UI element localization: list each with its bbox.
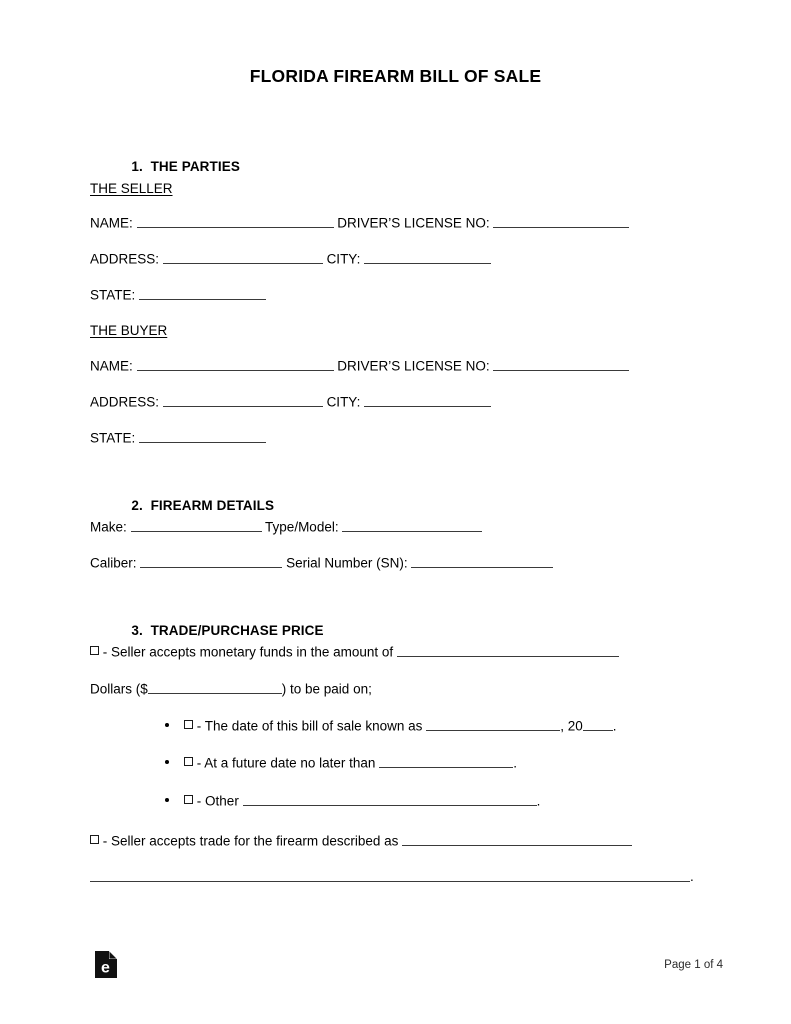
section-title-2: FIREARM DETAILS [150, 498, 275, 513]
firearm-caliber-row [90, 555, 695, 570]
buyer-subheading-row [90, 322, 695, 340]
seller-address-blank[interactable] [163, 251, 323, 264]
make-label: Make: [90, 519, 127, 535]
section-number-2: 2. [131, 498, 143, 513]
section-number-1: 1. [131, 159, 143, 174]
buyer-license-label: DRIVER’S LICENSE NO: [337, 358, 490, 374]
payment-option-other-text: Other [205, 793, 239, 809]
payment-option-other-row [165, 793, 705, 808]
seller-address-row [90, 251, 695, 266]
payment-option-other-checkbox[interactable] [184, 795, 193, 804]
seller-name-row [90, 215, 695, 230]
seller-name-blank[interactable] [137, 215, 334, 228]
payment-option-date-dash: - [196, 718, 202, 734]
payment-option-date-blank[interactable] [426, 718, 560, 731]
payment-option-future-row [165, 755, 705, 770]
caliber-label: Caliber: [90, 555, 137, 571]
trade-option-blank[interactable] [402, 833, 632, 846]
section-number-3: 3. [131, 623, 143, 638]
seller-license-label: DRIVER’S LICENSE NO: [337, 215, 490, 231]
payment-option-future-period: . [513, 755, 517, 771]
seller-name-label: NAME: [90, 215, 133, 231]
trade-option-row [90, 833, 695, 848]
buyer-address-blank[interactable] [163, 394, 323, 407]
monetary-funds-text: Seller accepts monetary funds in the amount of [111, 644, 394, 660]
caliber-blank[interactable] [140, 555, 282, 568]
trade-option-checkbox[interactable] [90, 835, 99, 844]
dollars-suffix: ) to be paid on; [281, 681, 372, 697]
payment-option-future-checkbox[interactable] [184, 757, 193, 766]
payment-option-date-text: The date of this bill of sale known as [204, 718, 423, 734]
monetary-funds-checkbox[interactable] [90, 646, 99, 655]
seller-address-label: ADDRESS: [90, 251, 160, 267]
trade-option-text: Seller accepts trade for the firearm described as [111, 833, 399, 849]
trade-option-dash: - [102, 833, 108, 849]
buyer-address-label: ADDRESS: [90, 394, 160, 410]
payment-option-other-dash: - [196, 793, 202, 809]
trade-description-end-period: . [690, 869, 694, 884]
type-model-label: Type/Model: [265, 519, 339, 535]
page-title: FLORIDA FIREARM BILL OF SALE [249, 66, 542, 86]
payment-option-other-blank[interactable] [243, 793, 537, 806]
svg-text:e: e [101, 959, 110, 977]
serial-label: Serial Number (SN): [286, 555, 408, 571]
seller-city-label: CITY: [326, 251, 361, 267]
dollars-blank[interactable] [148, 681, 282, 694]
page-number: Page 1 of 4 [664, 959, 723, 971]
firearm-make-row [90, 519, 695, 534]
make-blank[interactable] [131, 519, 262, 532]
buyer-license-blank[interactable] [493, 358, 629, 371]
monetary-funds-dash: - [102, 644, 108, 660]
trade-description-continuation-blank[interactable] [90, 881, 690, 882]
buyer-name-label: NAME: [90, 358, 133, 374]
payment-option-future-dash: - [196, 755, 202, 771]
serial-blank[interactable] [411, 555, 553, 568]
payment-option-other-period: . [536, 793, 541, 809]
payment-option-date-year-prefix: , 20 [560, 718, 583, 734]
seller-state-blank[interactable] [139, 287, 266, 300]
seller-city-blank[interactable] [364, 251, 491, 264]
section-title-3: TRADE/PURCHASE PRICE [150, 623, 324, 638]
payment-option-date-year-blank[interactable] [583, 718, 613, 731]
monetary-funds-blank[interactable] [397, 644, 619, 657]
buyer-city-blank[interactable] [364, 394, 491, 407]
buyer-city-label: CITY: [326, 394, 361, 410]
payment-option-date-period: . [612, 718, 617, 734]
payment-option-date-row [165, 718, 705, 733]
monetary-funds-row [90, 644, 695, 659]
section-title-1: THE PARTIES [150, 159, 240, 174]
buyer-state-row [90, 430, 695, 445]
buyer-subheading: THE BUYER [90, 323, 168, 338]
seller-subheading-row [90, 180, 695, 198]
type-model-blank[interactable] [342, 519, 482, 532]
seller-subheading: THE SELLER [90, 181, 173, 196]
seller-license-blank[interactable] [493, 215, 629, 228]
dollars-row [90, 681, 695, 696]
buyer-address-row [90, 394, 695, 409]
buyer-name-blank[interactable] [137, 358, 334, 371]
buyer-state-label: STATE: [90, 430, 136, 446]
payment-option-date-checkbox[interactable] [184, 720, 193, 729]
buyer-name-row [90, 358, 695, 373]
payment-option-future-text: At a future date no later than [204, 755, 376, 771]
dollars-prefix: Dollars ($ [90, 681, 148, 697]
buyer-state-blank[interactable] [139, 430, 266, 443]
seller-state-label: STATE: [90, 287, 136, 303]
seller-state-row [90, 287, 695, 302]
eforms-logo [95, 951, 117, 978]
payment-option-future-blank[interactable] [379, 755, 513, 768]
